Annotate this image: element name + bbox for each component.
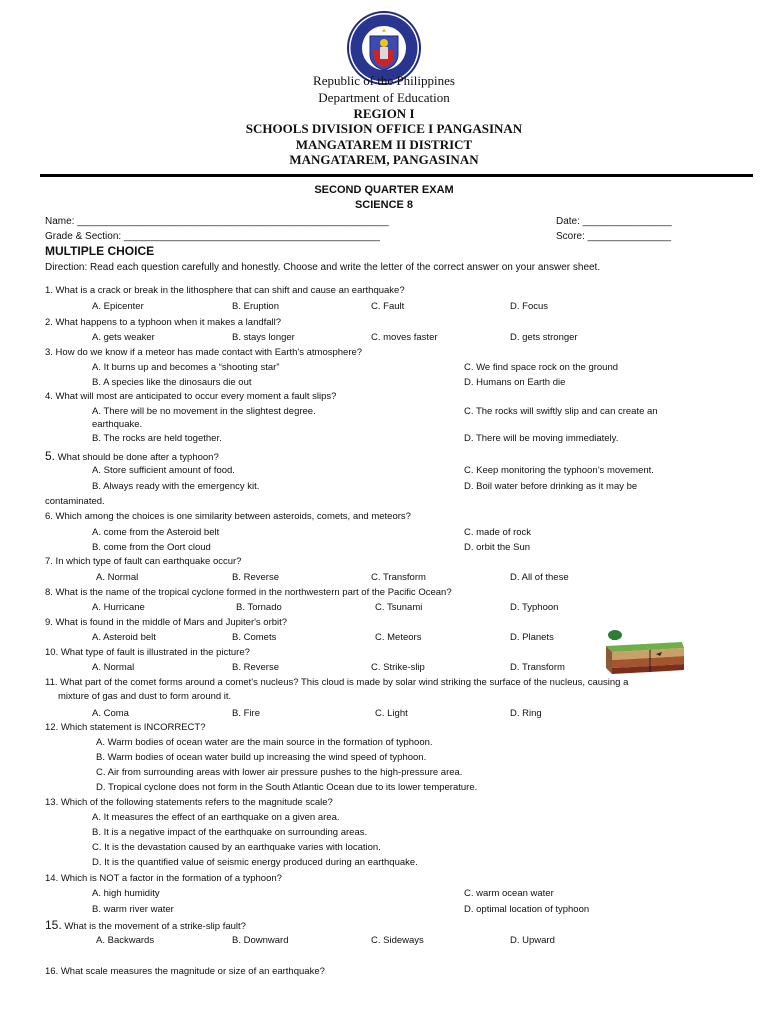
header-republic: Republic of the Philippines [313, 73, 455, 88]
choice-3a: A. It burns up and becomes a “shooting star” [92, 362, 280, 373]
choice-13b: B. It is a negative impact of the earthquake on surrounding areas. [92, 827, 368, 838]
question-7: 7. In which type of fault can earthquake occur? [45, 556, 242, 567]
question-9: 9. What is found in the middle of Mars and Jupiter's orbit? [45, 617, 288, 628]
choice-14b: B. warm river water [92, 904, 174, 915]
choice-12d: D. Tropical cyclone does not form in the South Atlantic Ocean due to its lower temperature. [96, 782, 478, 793]
choice-11d: D. Ring [510, 708, 542, 719]
question-12: 12. Which statement is INCORRECT? [45, 722, 206, 733]
choice-8b: B. Tornado [236, 602, 282, 613]
choice-14d: D. optimal location of typhoon [464, 904, 590, 915]
header-region: REGION I [353, 106, 415, 121]
choice-6c: C. made of rock [464, 527, 532, 538]
score-field[interactable]: Score: _______________ [556, 231, 672, 242]
choice-4c: C. The rocks will swiftly slip and can create an [464, 406, 658, 417]
choice-12c: C. Air from surrounding areas with lower air pressure pushes to the high-pressure area. [96, 767, 463, 778]
choice-12a: A. Warm bodies of ocean water are the main source in the formation of typhoon. [96, 737, 433, 748]
choice-9b: B. Comets [232, 632, 277, 643]
exam-title: SECOND QUARTER EXAM [314, 184, 454, 196]
question-11: 11. What part of the comet forms around a comet's nucleus? This cloud is made by solar wind striking the surface of the nucleus, causing a [45, 677, 629, 688]
choice-13a: A. It measures the effect of an earthquake on a given area. [92, 812, 340, 823]
question-5-text: What should be done after a typhoon? [57, 452, 219, 463]
choice-2a: A. gets weaker [92, 332, 155, 343]
choice-13d: D. It is the quantified value of seismic energy produced during an earthquake. [92, 857, 418, 868]
question-5 [45, 450, 219, 464]
choice-3c: C. We find space rock on the ground [464, 362, 619, 373]
header-location: MANGATAREM, PANGASINAN [289, 152, 479, 167]
choice-7a: A. Normal [96, 572, 139, 583]
choice-15d: D. Upward [510, 935, 555, 946]
grade-section-field[interactable]: Grade & Section: ______________________________________________ [45, 231, 380, 242]
choice-8d: D. Typhoon [510, 602, 559, 613]
choice-3d: D. Humans on Earth die [464, 377, 566, 388]
direction-text: Direction: Read each question carefully and honestly. Choose and write the letter of the correct answer on your answer sheet. [45, 262, 601, 273]
choice-6a: A. come from the Asteroid belt [92, 527, 220, 538]
date-field[interactable]: Date: ________________ [556, 216, 672, 227]
fault-block-illustration [604, 630, 686, 676]
choice-14a: A. high humidity [92, 888, 160, 899]
exam-subject: SCIENCE 8 [354, 199, 414, 211]
question-11-cont: mixture of gas and dust to form around it. [58, 691, 232, 702]
choice-11c: C. Light [375, 708, 408, 719]
question-6: 6. Which among the choices is one similarity between asteroids, comets, and meteors? [45, 511, 411, 522]
header-department: Department of Education [318, 90, 450, 105]
choice-4b: B. The rocks are held together. [92, 433, 222, 444]
choice-9c: C. Meteors [375, 632, 422, 643]
question-2: 2. What happens to a typhoon when it makes a landfall? [45, 317, 282, 328]
section-heading: MULTIPLE CHOICE [45, 244, 155, 258]
name-field[interactable]: Name: ________________________________________________________ [45, 216, 389, 227]
choice-11a: A. Coma [92, 708, 129, 719]
choice-4a-cont: earthquake. [92, 419, 143, 430]
question-14: 14. Which is NOT a factor in the formation of a typhoon? [45, 873, 282, 884]
choice-7d: D. All of these [510, 572, 569, 583]
choice-9a: A. Asteroid belt [92, 632, 156, 643]
choice-1a: A. Epicenter [92, 301, 144, 312]
choice-2c: C. moves faster [371, 332, 438, 343]
question-15-number: 15. [45, 918, 62, 932]
choice-4a: A. There will be no movement in the slightest degree. [92, 406, 316, 417]
header-district: MANGATAREM II DISTRICT [295, 137, 473, 152]
choice-8c: C. Tsunami [375, 602, 423, 613]
choice-7b: B. Reverse [232, 572, 279, 583]
choice-5d-cont: contaminated. [45, 496, 105, 507]
question-16: 16. What scale measures the magnitude or size of an earthquake? [45, 966, 325, 977]
choice-7c: C. Transform [371, 572, 426, 583]
choice-10c: C. Strike-slip [371, 662, 425, 673]
choice-5a: A. Store sufficient amount of food. [92, 465, 235, 476]
question-1: 1. What is a crack or break in the lithosphere that can shift and cause an earthquake? [45, 285, 405, 296]
question-4: 4. What will most are anticipated to occur every moment a fault slips? [45, 391, 337, 402]
choice-11b: B. Fire [232, 708, 260, 719]
choice-10d: D. Transform [510, 662, 565, 673]
choice-9d: D. Planets [510, 632, 554, 643]
choice-12b: B. Warm bodies of ocean water build up increasing the wind speed of typhoon. [96, 752, 427, 763]
choice-2b: B. stays longer [232, 332, 295, 343]
choice-15b: B. Downward [232, 935, 289, 946]
choice-10a: A. Normal [92, 662, 135, 673]
header-division: SCHOOLS DIVISION OFFICE I PANGASINAN [245, 121, 523, 136]
question-15-text: What is the movement of a strike-slip fault? [64, 921, 246, 932]
choice-14c: C. warm ocean water [464, 888, 554, 899]
choice-2d: D. gets stronger [510, 332, 578, 343]
choice-5d: D. Boil water before drinking as it may be [464, 481, 638, 492]
question-8: 8. What is the name of the tropical cyclone formed in the northwestern part of the Pacific Ocean? [45, 587, 452, 598]
question-13: 13. Which of the following statements refers to the magnitude scale? [45, 797, 333, 808]
question-15 [45, 919, 246, 933]
choice-15a: A. Backwards [96, 935, 155, 946]
choice-1b: B. Eruption [232, 301, 279, 312]
choice-1c: C. Fault [371, 301, 405, 312]
choice-6d: D. orbit the Sun [464, 542, 531, 553]
choice-5c: C. Keep monitoring the typhoon’s movement. [464, 465, 654, 476]
question-3: 3. How do we know if a meteor has made contact with Earth's atmosphere? [45, 347, 363, 358]
choice-13c: C. It is the devastation caused by an earthquake varies with location. [92, 842, 381, 853]
question-10: 10. What type of fault is illustrated in the picture? [45, 647, 250, 658]
choice-15c: C. Sideways [371, 935, 424, 946]
choice-4d: D. There will be moving immediately. [464, 433, 619, 444]
header-divider [40, 174, 753, 177]
choice-3b: B. A species like the dinosaurs die out [92, 377, 252, 388]
choice-5b: B. Always ready with the emergency kit. [92, 481, 260, 492]
choice-10b: B. Reverse [232, 662, 279, 673]
question-5-number: 5. [45, 449, 56, 463]
choice-1d: D. Focus [510, 301, 549, 312]
choice-6b: B. come from the Oort cloud [92, 542, 211, 553]
choice-8a: A. Hurricane [92, 602, 145, 613]
